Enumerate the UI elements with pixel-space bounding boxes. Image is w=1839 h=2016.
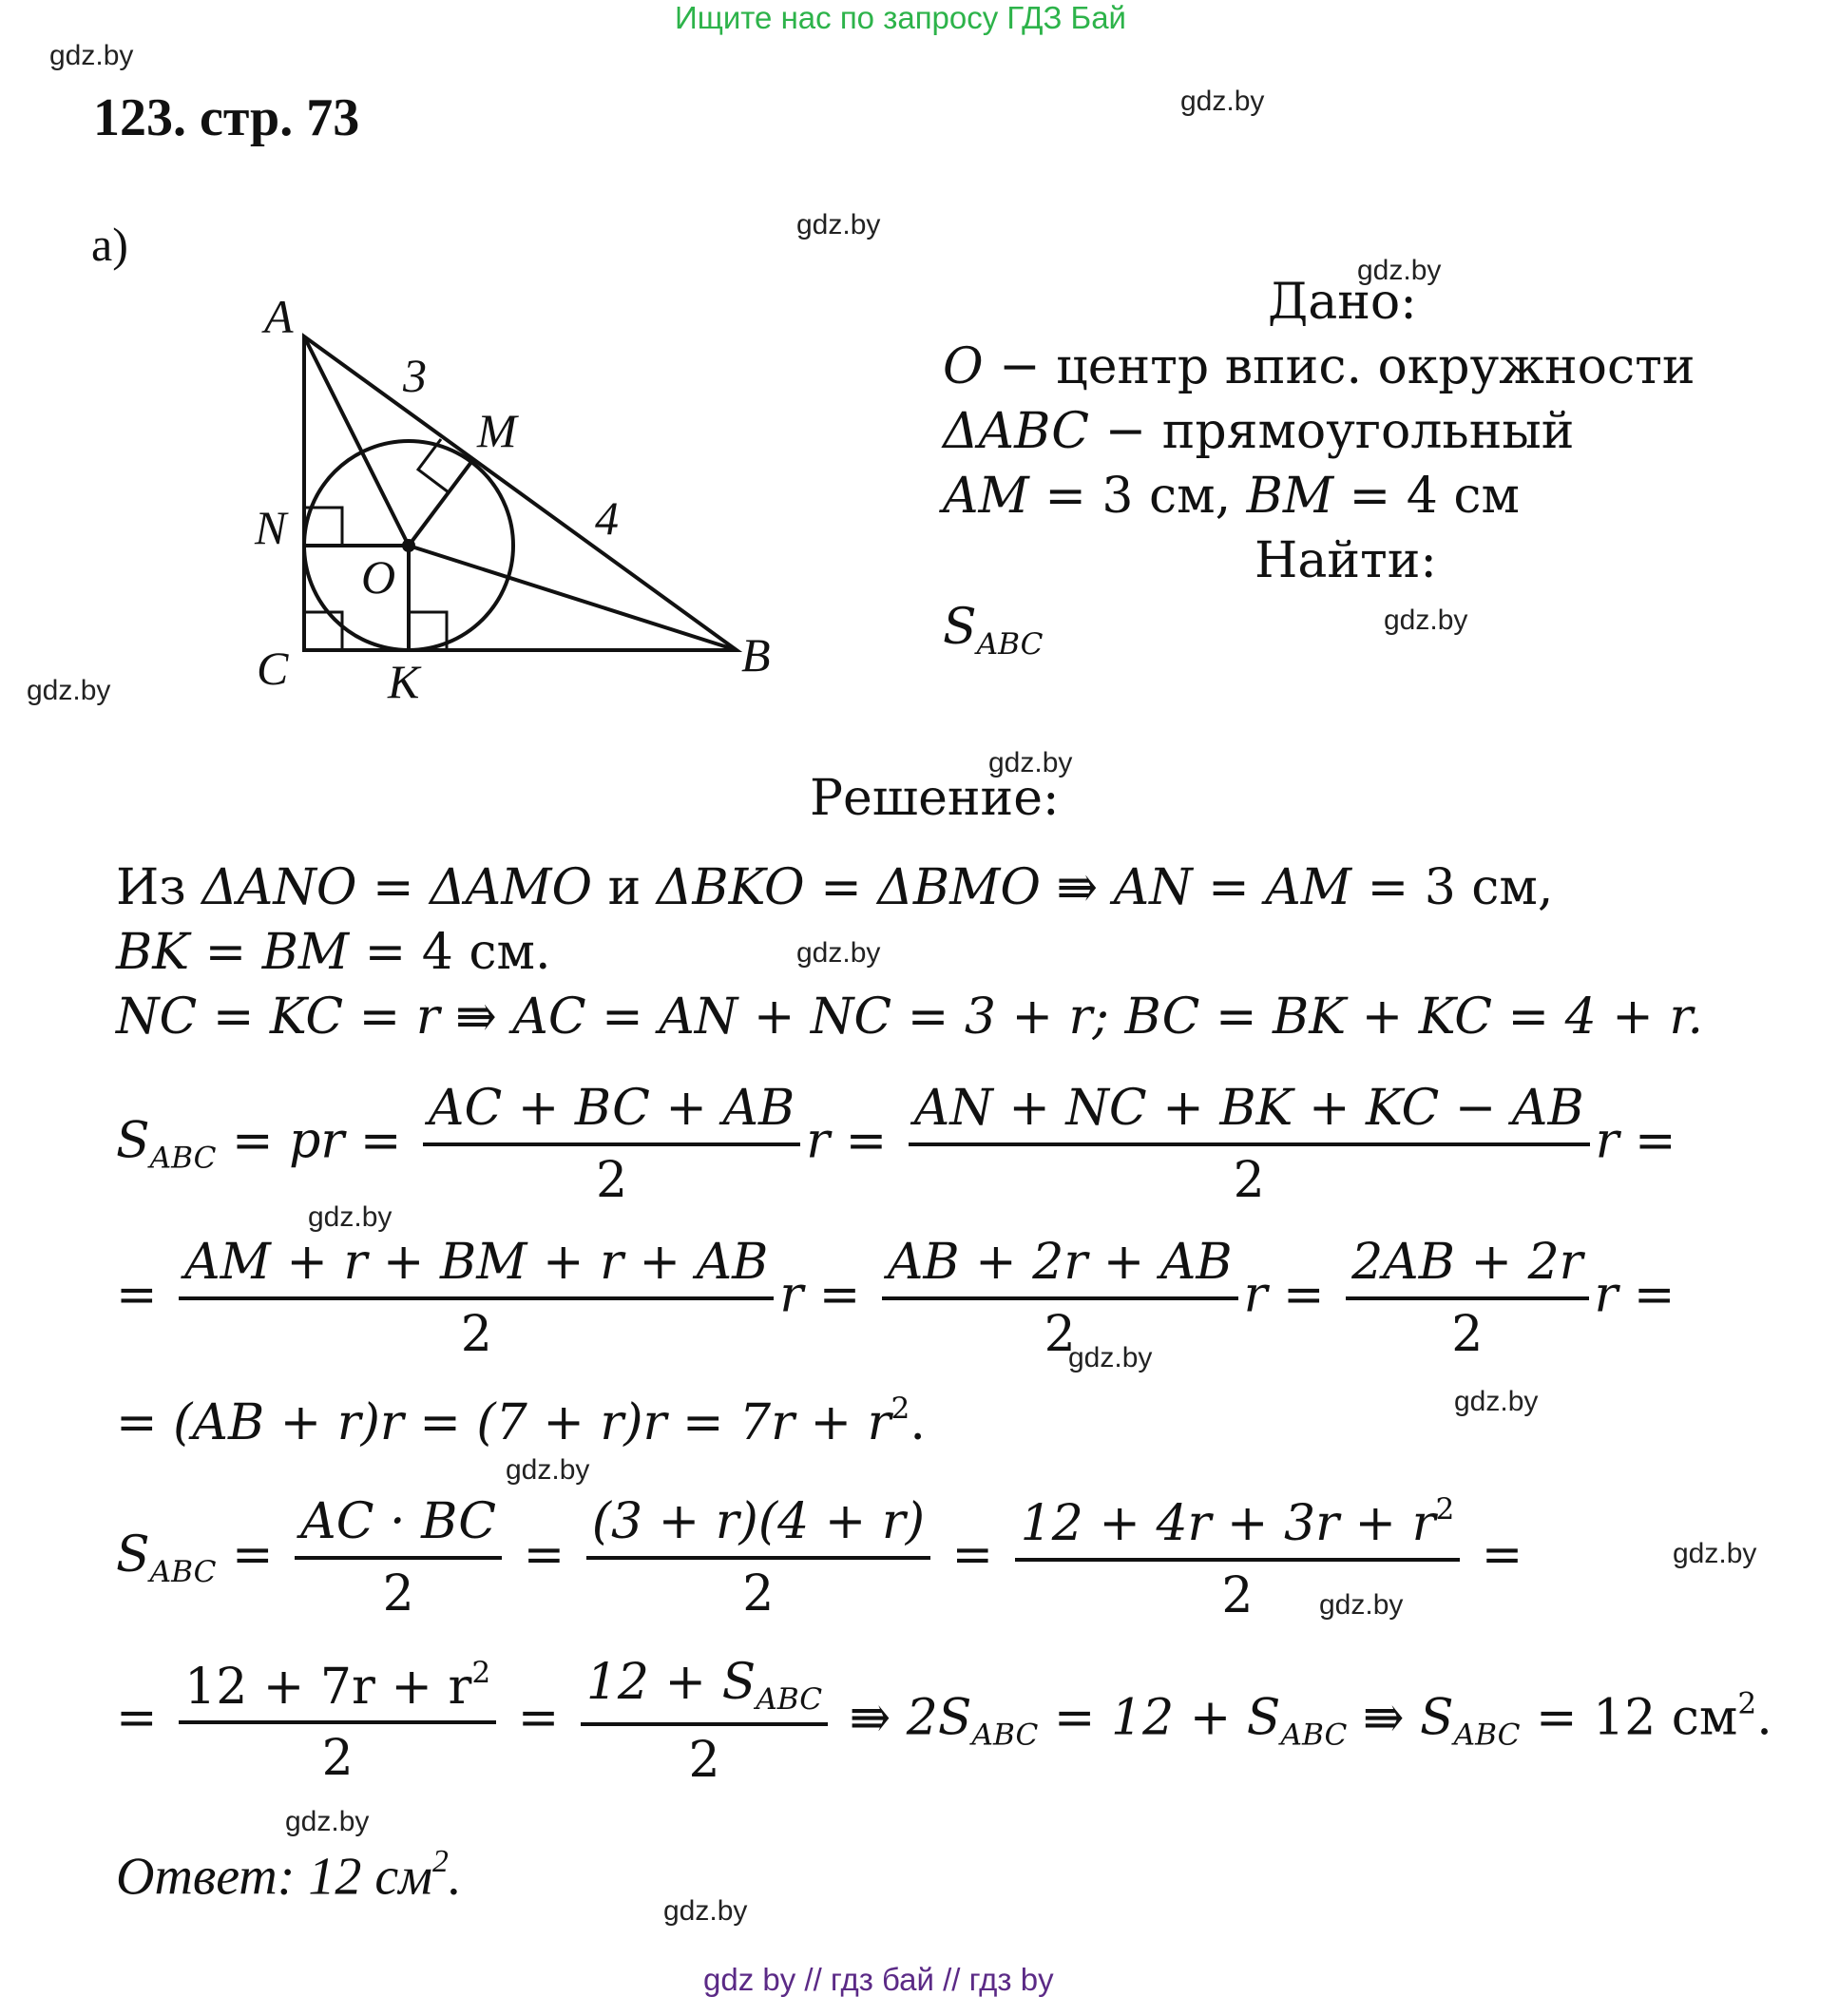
solution-line-1: Из ΔANO = ΔAMO и ΔBKO = ΔBMO ⇛ AN = AM = 3 см, bbox=[116, 859, 1554, 916]
watermark: gdz.by bbox=[1454, 1386, 1539, 1417]
segment-om bbox=[409, 462, 471, 546]
equation-3: = $(AB + r)r = (7 + r)r = 7r + r^2$. bbox=[116, 1392, 926, 1451]
answer: Ответ: 12 $см^2$. bbox=[116, 1844, 462, 1907]
watermark: gdz.by bbox=[49, 40, 134, 71]
label-b: B bbox=[741, 628, 771, 682]
label-am-length: 3 bbox=[403, 349, 427, 402]
solution-line-2: BK = BM = 4 см. bbox=[116, 924, 551, 981]
watermark: gdz.by bbox=[1673, 1538, 1757, 1569]
given-line-2: ΔABC − прямоугольный bbox=[943, 403, 1575, 460]
center-point-o bbox=[402, 539, 415, 552]
given-line-1: O − центр впис. окружности bbox=[943, 338, 1695, 395]
find-heading: Найти: bbox=[1255, 532, 1437, 589]
label-k: K bbox=[388, 655, 420, 708]
label-m: M bbox=[477, 404, 517, 457]
label-n: N bbox=[255, 501, 287, 554]
equation-2: = $\frac{AM + r + BM + r + AB}{2}$ r = $\frac{AB + 2r + AB}{2}$ r = $\frac{2AB + 2r}{2}$ r = bbox=[116, 1234, 1676, 1363]
label-o: O bbox=[361, 550, 396, 604]
find-value: $S_{ABC}$ bbox=[943, 599, 1044, 662]
equation-5: = $\frac{12 + 7r + r^2}{2}$ = $\frac{12 + S_{ABC}}{2}$ ⇛ $2S_{ABC} = 12 + S_{ABC}$ ⇛ $S_{ABC} = 12$ $см^2$. bbox=[116, 1654, 1772, 1789]
watermark: gdz.by bbox=[27, 675, 111, 706]
given-heading: Дано: bbox=[1268, 274, 1417, 331]
equation-4: $S_{ABC}$ = $\frac{AC \cdot BC}{2}$ = $\frac{(3 + r)(4 + r)}{2}$ = $\frac{12 + 4r + 3r + r^2}{2}$ = bbox=[116, 1492, 1523, 1624]
watermark: gdz.by bbox=[506, 1454, 590, 1486]
footer-links: gdz by // гдз бай // гдз by bbox=[703, 1962, 1054, 1997]
label-a: A bbox=[264, 290, 294, 343]
given-line-3: AM = 3 см, BM = 4 см bbox=[943, 468, 1520, 525]
watermark: gdz.by bbox=[308, 1201, 393, 1233]
watermark: gdz.by bbox=[796, 937, 881, 969]
triangle-figure bbox=[238, 276, 789, 722]
watermark: gdz.by bbox=[1384, 605, 1468, 636]
problem-title: 123. стр. 73 bbox=[93, 88, 360, 147]
right-angle-c bbox=[304, 612, 342, 650]
top-banner: Ищите нас по запросу ГДЗ Бай bbox=[675, 0, 1126, 35]
watermark: gdz.by bbox=[663, 1895, 748, 1927]
label-bm-length: 4 bbox=[595, 491, 619, 545]
watermark: gdz.by bbox=[285, 1806, 370, 1837]
watermark: gdz.by bbox=[1319, 1589, 1404, 1621]
watermark: gdz.by bbox=[988, 747, 1073, 778]
solution-line-3: NC = KC = r ⇛ AC = AN + NC = 3 + r; BC = BK + KC = 4 + r. bbox=[116, 989, 1703, 1046]
equation-1: $S_{ABC}$ = pr = $\frac{AC + BC + AB}{2}$ r = $\frac{AN + NC + BK + KC - AB}{2}$ r = bbox=[116, 1080, 1676, 1209]
part-label: а) bbox=[91, 218, 128, 271]
watermark: gdz.by bbox=[1180, 86, 1265, 117]
watermark: gdz.by bbox=[796, 209, 881, 240]
solution-heading: Решение: bbox=[810, 770, 1060, 827]
watermark: gdz.by bbox=[1357, 255, 1442, 286]
label-c: C bbox=[257, 642, 289, 695]
segment-ob bbox=[409, 546, 737, 650]
watermark: gdz.by bbox=[1068, 1342, 1153, 1373]
